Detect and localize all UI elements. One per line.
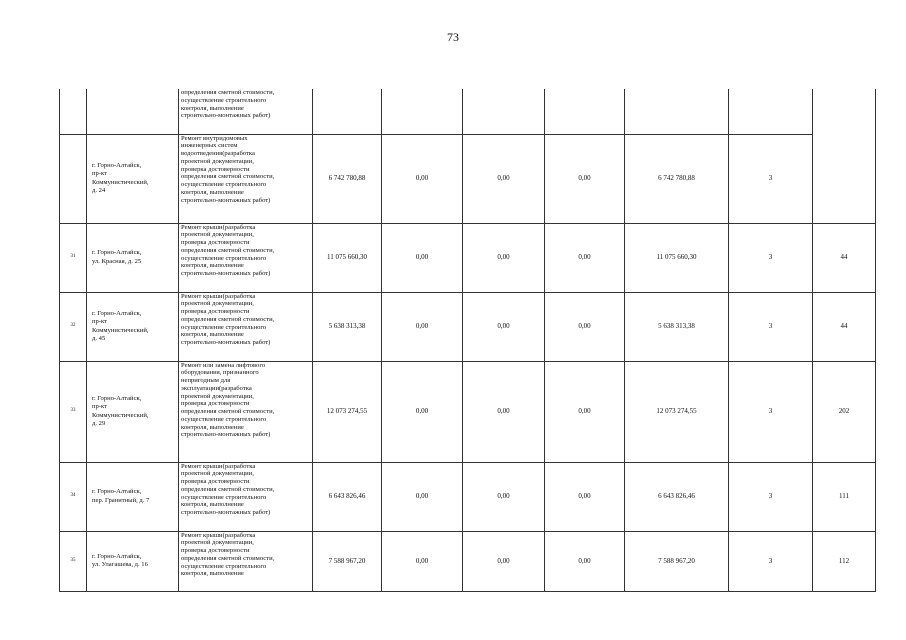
- work-description-cell-line: Ремонт крыши(разработка: [181, 292, 256, 300]
- last-column-cell: 112: [813, 531, 876, 591]
- fund-cost-cell: 7 588 967,20: [625, 531, 729, 591]
- work-description-cell-line: Ремонт или замена лифтового: [181, 361, 266, 369]
- work-description-cell-line: эксплуатации(разработка: [181, 384, 252, 392]
- work-description-cell-line: строительно-монтажных работ): [181, 339, 271, 346]
- row-number-cell: [60, 89, 87, 134]
- work-description-cell-line: строительно-монтажных работ): [181, 509, 271, 516]
- value-cell-2: 0,00: [463, 361, 545, 462]
- work-description-cell-line: определения сметной стоимости,: [181, 173, 275, 181]
- value-cell-2: 0,00: [463, 462, 545, 531]
- value-cell-1: 0,00: [382, 292, 463, 361]
- work-description-cell-line: осуществление строительного: [181, 562, 267, 570]
- work-description-cell-line: определения сметной стоимости,: [181, 485, 275, 493]
- last-column-cell: 202: [813, 361, 876, 462]
- last-column-cell: [813, 89, 876, 223]
- value-cell: [382, 89, 463, 134]
- work-description-cell-line: проектной документации,: [181, 392, 254, 400]
- address-cell-line: г. Горно-Алтайск,: [92, 394, 142, 402]
- work-description-cell-line: инженерных систем: [181, 142, 238, 150]
- value-cell: [545, 89, 625, 134]
- term-cell: 3: [729, 134, 813, 223]
- value-cell-3: 0,00: [545, 531, 625, 591]
- value-cell: [625, 89, 729, 134]
- address-cell: [87, 89, 179, 134]
- address-cell: [87, 361, 179, 462]
- work-description-cell-line: непригодным для: [181, 377, 231, 384]
- address-cell-line: Коммунистический,: [92, 411, 149, 419]
- address-cell-line: пр-кт: [92, 318, 108, 326]
- work-description-cell-line: осуществление строительного: [181, 96, 267, 104]
- work-description-cell-line: строительно-монтажных работ): [181, 112, 271, 120]
- table-row: [60, 361, 876, 462]
- work-description-cell-line: контроля, выполнение: [181, 570, 244, 578]
- work-description-cell-line: осуществление строительного: [181, 493, 267, 501]
- address-cell-line: пр-кт: [92, 170, 108, 178]
- term-cell: 3: [729, 462, 813, 531]
- address-cell-line: ул. Улагашева, д. 16: [92, 561, 148, 568]
- term-cell: 3: [729, 223, 813, 292]
- total-cost-cell: 7 588 967,20: [313, 531, 382, 591]
- row-number-cell: 31: [60, 223, 87, 292]
- work-description-cell-line: строительно-монтажных работ): [181, 196, 271, 204]
- fund-cost-cell: 12 073 274,55: [625, 361, 729, 462]
- row-number-cell: 35: [60, 531, 87, 591]
- row-number-cell: [60, 134, 87, 223]
- fund-cost-cell: 6 742 780,88: [625, 134, 729, 223]
- work-description-cell-line: осуществление строительного: [181, 415, 267, 423]
- value-cell-3: 0,00: [545, 134, 625, 223]
- work-description-cell-line: контроля, выполнение: [181, 501, 244, 509]
- work-description-cell: [179, 531, 313, 591]
- work-description-cell-line: определения сметной стоимости,: [181, 315, 275, 323]
- address-cell-line: д. 45: [92, 334, 106, 342]
- work-description-cell-line: строительно-монтажных работ): [181, 270, 271, 277]
- total-cost-cell: 11 075 660,30: [313, 223, 382, 292]
- work-description-cell-line: контроля, выполнение: [181, 423, 244, 431]
- address-cell-line: д. 29: [92, 419, 106, 427]
- work-description-cell: [179, 89, 313, 134]
- address-cell-line: г. Горно-Алтайск,: [92, 249, 142, 257]
- value-cell-2: 0,00: [463, 223, 545, 292]
- address-cell-line: г. Горно-Алтайск,: [92, 309, 142, 317]
- value-cell-1: 0,00: [382, 223, 463, 292]
- work-description-cell-line: определения сметной стоимости,: [181, 408, 275, 415]
- work-description-cell-line: проектной документации,: [181, 470, 254, 478]
- work-description-cell: [179, 462, 313, 531]
- work-description-cell-line: водоотведения(разработка: [181, 150, 255, 157]
- address-cell: [87, 531, 179, 591]
- works-table: [59, 89, 876, 592]
- work-description-cell-line: контроля, выполнение: [181, 104, 244, 112]
- total-cost-cell: 6 742 780,88: [313, 134, 382, 223]
- address-cell: [87, 134, 179, 223]
- address-cell: [87, 462, 179, 531]
- value-cell-1: 0,00: [382, 134, 463, 223]
- address-cell: [87, 223, 179, 292]
- address-cell-line: пер. Гранитный, д. 7: [92, 496, 150, 504]
- work-description-cell-line: Ремонт крыши(разработка: [181, 223, 256, 231]
- work-description-cell-line: определения сметной стоимости,: [181, 554, 275, 562]
- value-cell: [729, 89, 813, 134]
- last-column-cell: 44: [813, 223, 876, 292]
- table-row-continued: [60, 89, 876, 134]
- value-cell-2: 0,00: [463, 292, 545, 361]
- work-description-cell-line: контроля, выполнение: [181, 262, 244, 270]
- work-description-cell-line: проектной документации,: [181, 157, 254, 165]
- work-description-cell-line: осуществление строительного: [181, 323, 267, 331]
- work-description-cell-line: проверка достоверности: [181, 478, 250, 485]
- last-column-cell: 111: [813, 462, 876, 531]
- address-cell: [87, 292, 179, 361]
- fund-cost-cell: 6 643 826,46: [625, 462, 729, 531]
- table-row: [60, 462, 876, 531]
- address-cell-line: пр-кт: [92, 403, 108, 411]
- term-cell: 3: [729, 531, 813, 591]
- work-description-cell: [179, 292, 313, 361]
- value-cell-2: 0,00: [463, 134, 545, 223]
- work-description-cell-line: осуществление строительного: [181, 254, 267, 262]
- total-cost-cell: 6 643 826,46: [313, 462, 382, 531]
- work-description-cell: [179, 223, 313, 292]
- work-description-cell: [179, 361, 313, 462]
- work-description-cell-line: строительно-монтажных работ): [181, 431, 271, 439]
- work-description-cell-line: определения сметной стоимости,: [181, 89, 275, 96]
- table-row: [60, 134, 876, 223]
- fund-cost-cell: 5 638 313,38: [625, 292, 729, 361]
- work-description-cell-line: проектной документации,: [181, 300, 254, 308]
- work-description-cell-line: проверка достоверности: [181, 308, 250, 315]
- work-description-cell: [179, 134, 313, 223]
- value-cell: [463, 89, 545, 134]
- value-cell-3: 0,00: [545, 223, 625, 292]
- work-description-cell-line: Ремонт внутридомовых: [181, 134, 248, 142]
- work-description-cell-line: определения сметной стоимости,: [181, 246, 275, 254]
- address-cell-line: г. Горно-Алтайск,: [92, 488, 142, 496]
- fund-cost-cell: 11 075 660,30: [625, 223, 729, 292]
- address-cell-line: ул. Красная, д. 25: [92, 257, 142, 265]
- work-description-cell-line: проверка достоверности: [181, 400, 250, 408]
- total-cost-cell: 5 638 313,38: [313, 292, 382, 361]
- table-body: [60, 89, 876, 591]
- work-description-cell-line: Ремонт крыши(разработка: [181, 462, 256, 470]
- page-number: 73: [447, 30, 459, 44]
- value-cell-1: 0,00: [382, 531, 463, 591]
- row-number-cell: 34: [60, 462, 87, 531]
- term-cell: 3: [729, 361, 813, 462]
- work-description-cell-line: контроля, выполнение: [181, 331, 244, 339]
- value-cell-2: 0,00: [463, 531, 545, 591]
- work-description-cell-line: проектной документации,: [181, 231, 254, 239]
- work-description-cell-line: проверка достоверности: [181, 547, 250, 554]
- value-cell-3: 0,00: [545, 361, 625, 462]
- address-cell-line: д. 24: [92, 186, 106, 194]
- work-description-cell-line: контроля, выполнение: [181, 188, 244, 196]
- table-row: [60, 292, 876, 361]
- work-description-cell-line: Ремонт крыши(разработка: [181, 531, 256, 539]
- address-cell-line: г. Горно-Алтайск,: [92, 552, 142, 560]
- work-description-cell-line: оборудования, признанного: [181, 369, 259, 377]
- work-description-cell-line: проектной документации,: [181, 539, 254, 547]
- address-cell-line: г. Горно-Алтайск,: [92, 161, 142, 169]
- work-description-cell-line: проверка достоверности: [181, 165, 250, 173]
- work-description-cell-line: осуществление строительного: [181, 181, 267, 188]
- value-cell-1: 0,00: [382, 361, 463, 462]
- term-cell: 3: [729, 292, 813, 361]
- last-column-cell: 44: [813, 292, 876, 361]
- table-row: [60, 223, 876, 292]
- row-number-cell: 33: [60, 361, 87, 462]
- address-cell-line: Коммунистический,: [92, 326, 149, 334]
- address-cell-line: Коммунистический,: [92, 178, 149, 186]
- table-row: [60, 531, 876, 591]
- row-number-cell: 32: [60, 292, 87, 361]
- work-description-cell-line: проверка достоверности: [181, 239, 250, 246]
- value-cell-3: 0,00: [545, 292, 625, 361]
- value-cell-1: 0,00: [382, 462, 463, 531]
- value-cell-3: 0,00: [545, 462, 625, 531]
- value-cell: [313, 89, 382, 134]
- total-cost-cell: 12 073 274,55: [313, 361, 382, 462]
